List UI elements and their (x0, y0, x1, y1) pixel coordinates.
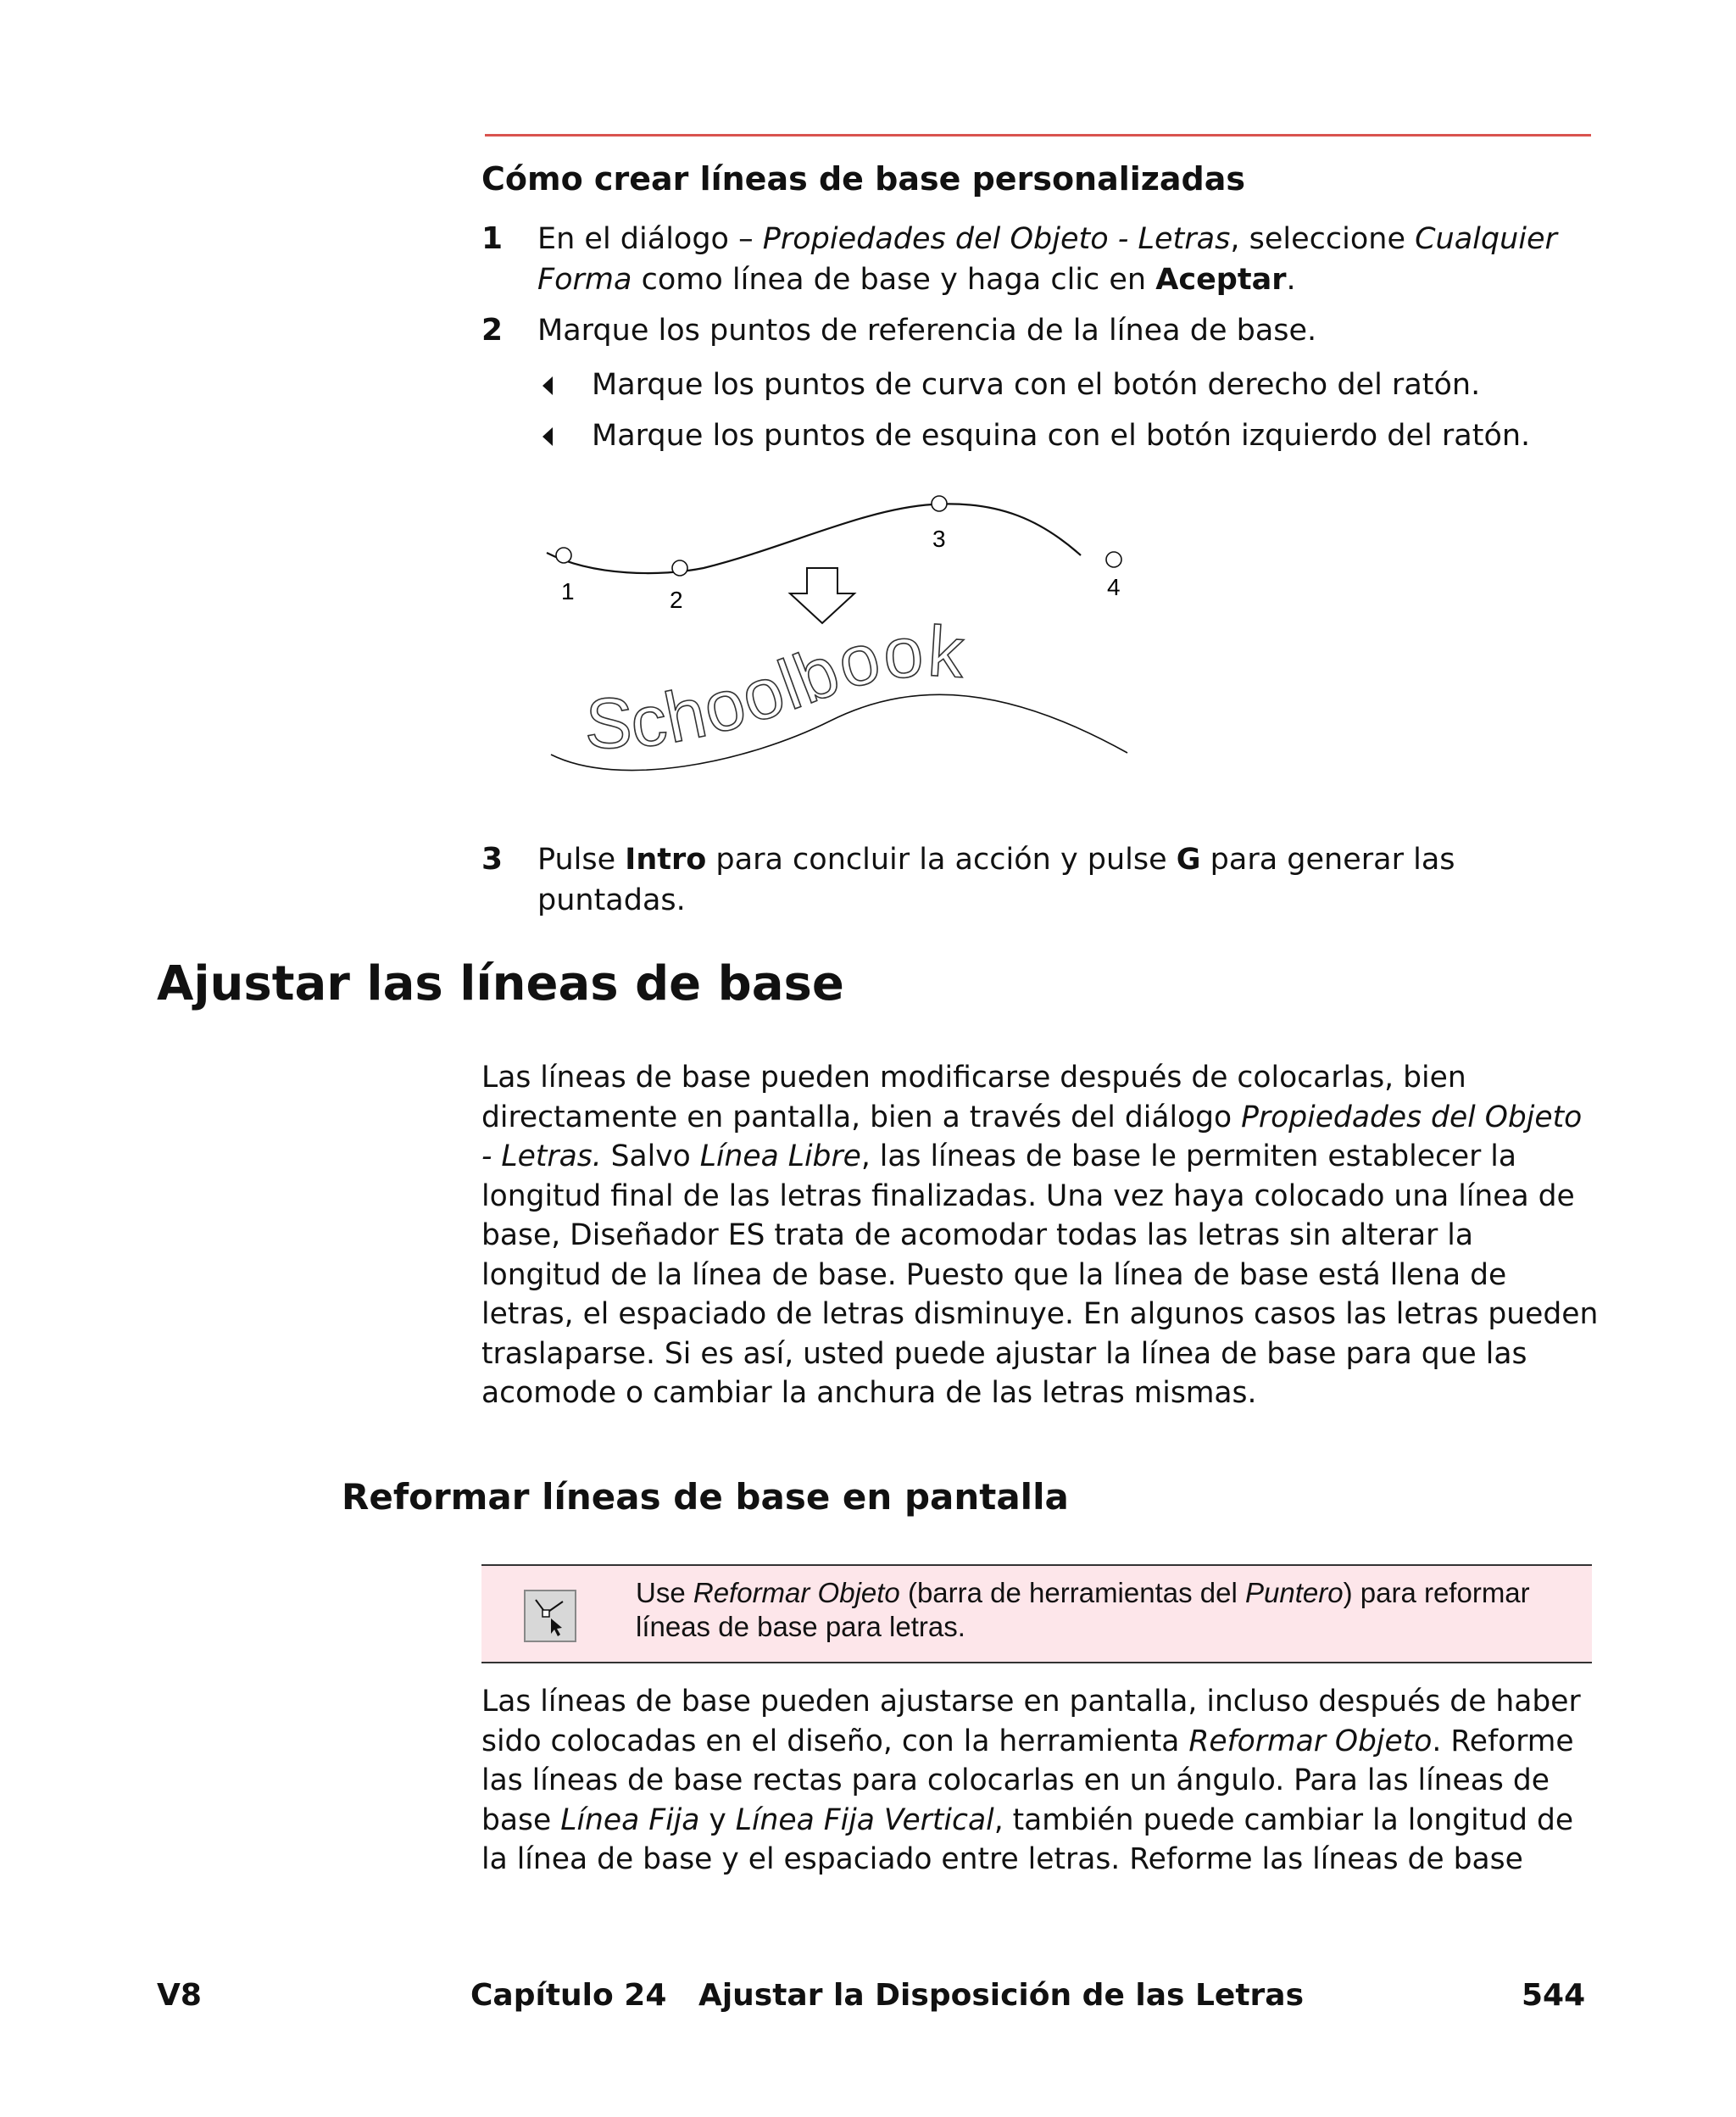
step-text: En el diálogo – Propiedades del Objeto - Letras, seleccione Cualquier Forma como línea de base y haga clic en Aceptar. (537, 222, 1557, 297)
baseline-curve (547, 504, 1081, 573)
point-label: 2 (670, 587, 683, 613)
header-rule (485, 134, 1591, 136)
tool-note-text: Use Reformar Objeto (barra de herramientas del Puntero) para reformar líneas de base para letras. (636, 1577, 1530, 1642)
bullet-triangle-icon (542, 427, 553, 446)
point-label: 4 (1107, 574, 1121, 600)
reference-point (932, 496, 947, 511)
step-text: Marque los puntos de referencia de la línea de base. (537, 314, 1317, 348)
baseline-figure (534, 483, 1144, 788)
step-text: Pulse Intro para concluir la acción y pulse G para generar las puntadas. (537, 843, 1455, 917)
step-number: 3 (481, 842, 504, 877)
reshape-object-button[interactable] (524, 1590, 576, 1642)
chapter-section-title: Ajustar las líneas de base (157, 956, 844, 1011)
footer-version: V8 (157, 1978, 202, 2013)
bullet-triangle-icon (542, 376, 553, 395)
reference-point (1106, 552, 1121, 567)
paragraph-adjust-baselines: Las líneas de base pueden modificarse después de colocarlas, bien directamente en pantalla, bien a través del diálogo Propiedades del Objeto - Letras. Salvo Línea Libre, las líneas de base le permiten establecer la longitud final de las letras finalizadas. Una vez haya colocado una línea de base, Diseñador ES trata de acomodar todas las letras sin alterar la longitud de la línea de base. Puesto que la línea de base está llena de letras, el espaciado de letras disminuye. En algunos casos las letras pueden traslaparse. Si es así, usted puede ajustar la línea de base para que las acomode o cambiar la anchura de las letras mismas. (481, 1061, 1599, 1410)
footer-page-number: 544 (1522, 1978, 1586, 2013)
reference-point (556, 548, 571, 563)
list-item: Marque los puntos de esquina con el botón izquierdo del ratón. (542, 415, 1585, 456)
step-number: 1 (481, 221, 504, 256)
reshape-object-icon (526, 1591, 575, 1641)
tool-note (481, 1564, 1592, 1663)
list-item: Marque los puntos de curva con el botón derecho del ratón. (542, 365, 1585, 405)
point-label: 3 (932, 526, 946, 552)
point-label: 1 (561, 578, 575, 604)
footer-chapter-title: Capítulo 24 Ajustar la Disposición de las Letras (470, 1978, 1305, 2013)
subsection-heading-reshape: Reformar líneas de base en pantalla (342, 1476, 1069, 1518)
section-heading-custom-baselines: Cómo crear líneas de base personalizadas (481, 160, 1246, 198)
paragraph-reshape-baselines: Las líneas de base pueden ajustarse en pantalla, incluso después de haber sido colocadas en el diseño, con la herramienta Reformar Objeto. Reforme las líneas de base rectas para colocarlas en un ángulo. Para las líneas de base Línea Fija y Línea Fija Vertical, también puede cambiar la longitud de la línea de base y el espaciado entre letras. Reforme las líneas de base (481, 1685, 1581, 1876)
step-number: 2 (481, 313, 504, 348)
sample-lettering: Schoolbook (584, 610, 968, 764)
step-3 (481, 839, 1600, 917)
reference-point (672, 560, 687, 576)
step-1 (481, 219, 1600, 300)
down-arrow-icon (790, 568, 854, 623)
step-2 (481, 310, 1600, 351)
